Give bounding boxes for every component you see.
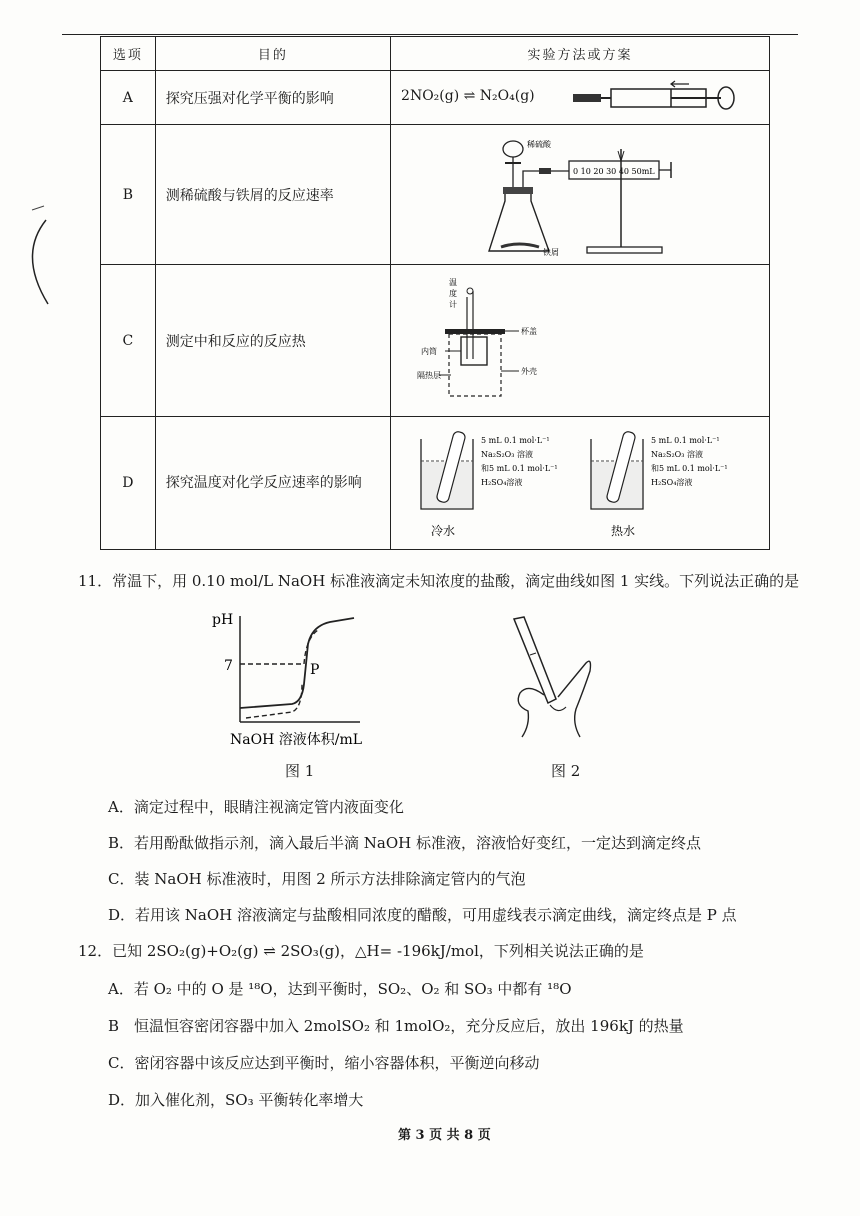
- beaker-text: 5 mL 0.1 mol·L⁻¹: [651, 436, 720, 445]
- question-12-stem: 12．已知 2SO₂(g)+O₂(g) ⇌ 2SO₃(g)，△H= -196kJ/mol，下列相关说法正确的是: [78, 942, 644, 960]
- method-cell: [391, 417, 770, 550]
- x-axis-label: NaOH 溶液体积/mL: [230, 732, 363, 748]
- options-table: [100, 36, 770, 550]
- syringe-scale: 0 10 20 30 40 50mL: [573, 167, 655, 176]
- beaker-text: H₂SO₄溶液: [651, 478, 693, 487]
- beaker-text: Na₂S₂O₃ 溶液: [651, 450, 704, 459]
- label-insulation: 隔热层: [417, 371, 442, 380]
- option-label: C: [101, 265, 156, 417]
- label-lid: 杯盖: [521, 327, 538, 336]
- q11-option-a: A．滴定过程中，眼睛注视滴定管内液面变化: [108, 798, 404, 816]
- hot-beaker: [591, 431, 643, 509]
- hand-right: [558, 661, 591, 737]
- label-shell: 外壳: [521, 367, 538, 376]
- label-thermometer: 温度计: [449, 278, 458, 309]
- margin-bracket: [14, 200, 54, 310]
- ph-axis-label: pH: [212, 612, 234, 628]
- solid-curve: [240, 618, 354, 708]
- table-header-row: [101, 37, 770, 71]
- purpose-text-d: 探究温度对化学反应速率的影响: [165, 475, 362, 491]
- method-cell: [391, 125, 770, 265]
- beaker-text: 5 mL 0.1 mol·L⁻¹: [481, 436, 550, 445]
- calorimeter-diagram: [417, 271, 591, 411]
- syringe-diagram: [571, 79, 741, 117]
- q12-option-c: C．密闭容器中该反应达到平衡时，缩小容器体积，平衡逆向移动: [108, 1054, 540, 1072]
- figure-2-caption: 图 2: [551, 762, 581, 780]
- dashed-curve-bottom: [246, 684, 302, 718]
- figure-1-caption: 图 1: [285, 762, 315, 780]
- beaker-text: H₂SO₄溶液: [481, 478, 523, 487]
- burette-hand-figure: [500, 615, 620, 745]
- cold-beaker: [421, 431, 473, 509]
- equilibrium-equation: 2NO₂(g) ⇌ N₂O₄(g): [401, 88, 535, 104]
- table-row: [101, 71, 770, 125]
- label-acid: 稀硫酸: [527, 140, 552, 149]
- cold-water-label: 冷水: [431, 524, 456, 538]
- lid: [445, 329, 505, 334]
- table-row: [101, 417, 770, 550]
- page-footer: 第 3 页 共 8 页: [398, 1128, 491, 1143]
- q11-option-c: C．装 NaOH 标准液时，用图 2 所示方法排除滴定管内的气泡: [108, 870, 526, 888]
- inner-cup: [461, 337, 487, 365]
- hot-water-label: 热水: [611, 524, 636, 538]
- q12-option-d: D．加入催化剂，SO₃ 平衡转化率增大: [108, 1091, 364, 1109]
- option-label: A: [101, 71, 156, 125]
- header-purpose: 目的: [155, 37, 390, 71]
- temperature-experiment: [411, 427, 771, 545]
- label-inner: 内筒: [421, 347, 438, 356]
- q11-option-d: D．若用该 NaOH 溶液滴定与盐酸相同浓度的醋酸，可用虚线表示滴定曲线，滴定终点是 P 点: [108, 906, 737, 924]
- q12-option-b: B 恒温恒容密闭容器中加入 2molSO₂ 和 1molO₂，充分反应后，放出 196kJ 的热量: [108, 1017, 684, 1035]
- purpose-text: 测定中和反应的反应热: [155, 265, 390, 417]
- top-rule: [62, 34, 798, 35]
- beaker-text: 和5 mL 0.1 mol·L⁻¹: [651, 464, 728, 473]
- titration-curve-figure: [210, 604, 380, 749]
- method-cell: [391, 265, 770, 417]
- ph-7-tick: 7: [224, 658, 233, 674]
- option-label: B: [101, 125, 156, 265]
- question-11-stem: 11．常温下，用 0.10 mol/L NaOH 标准液滴定未知浓度的盐酸，滴定曲线如图 1 实线。下列说法正确的是: [78, 572, 800, 590]
- label-iron: 铁屑: [543, 248, 560, 257]
- beaker-text: Na₂S₂O₃ 溶液: [481, 450, 534, 459]
- method-cell: [391, 71, 770, 125]
- option-label: D: [101, 417, 156, 550]
- header-option: 选项: [101, 37, 156, 71]
- hand-left: [518, 688, 544, 737]
- syringe-tip: [573, 94, 601, 102]
- arrow-icon: [671, 81, 689, 87]
- purpose-text: [155, 417, 390, 550]
- reaction-rate-apparatus: [491, 129, 751, 261]
- purpose-text: 探究压强对化学平衡的影响: [155, 71, 390, 125]
- stopper: [503, 187, 533, 194]
- header-method: 实验方法或方案: [391, 37, 770, 71]
- table-row: [101, 265, 770, 417]
- q12-option-a: A．若 O₂ 中的 O 是 ¹⁸O，达到平衡时，SO₂、O₂ 和 SO₃ 中都有 ¹⁸O: [108, 980, 572, 998]
- purpose-text: 测稀硫酸与铁屑的反应速率: [155, 125, 390, 265]
- beaker-text: 和5 mL 0.1 mol·L⁻¹: [481, 464, 558, 473]
- table-row: [101, 125, 770, 265]
- point-p-label: P: [310, 662, 320, 678]
- funnel: [503, 141, 523, 157]
- conical-flask: [489, 189, 549, 251]
- q11-option-b: B．若用酚酞做指示剂，滴入最后半滴 NaOH 标准液，溶液恰好变红，一定达到滴定终点: [108, 834, 702, 852]
